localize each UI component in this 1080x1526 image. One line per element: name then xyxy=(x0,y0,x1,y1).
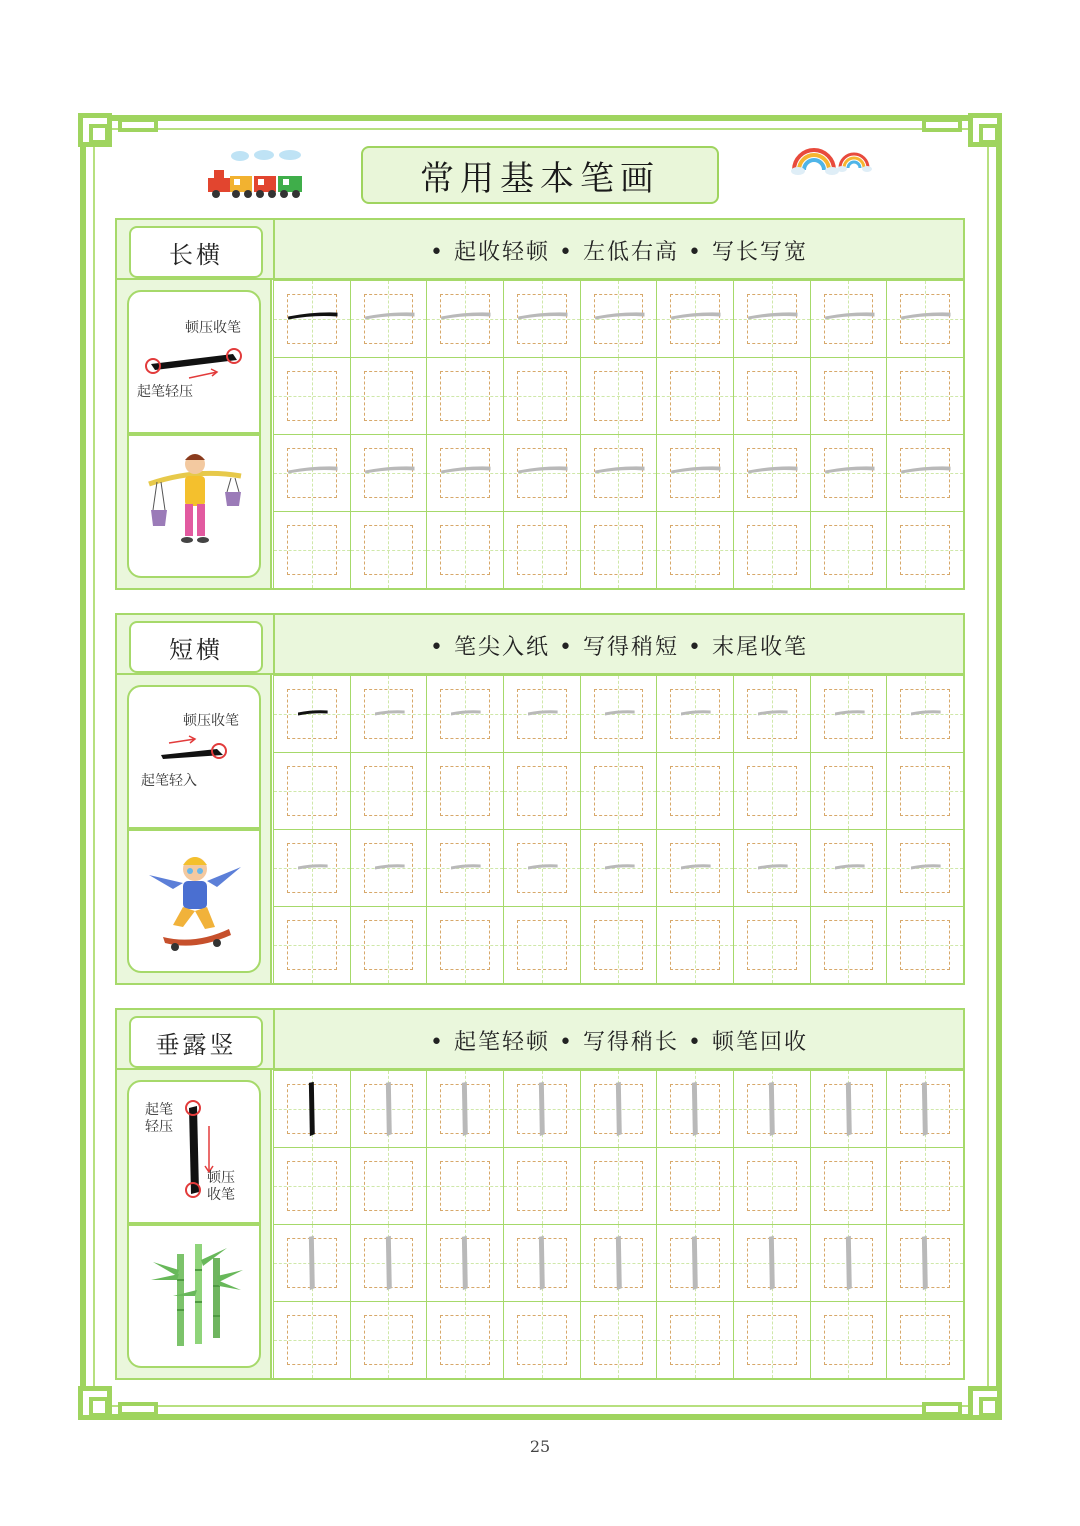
practice-cell[interactable] xyxy=(426,1301,504,1379)
practice-cell[interactable] xyxy=(886,511,964,589)
practice-cell[interactable] xyxy=(656,906,734,984)
stroke-tips: • 笔尖入纸 • 写得稍短 • 末尾收笔 xyxy=(273,615,963,675)
bamboo-illustration xyxy=(143,1240,247,1352)
practice-cell[interactable] xyxy=(656,1224,734,1302)
frame-notch-ornament xyxy=(118,118,158,132)
practice-cell[interactable] xyxy=(503,1224,581,1302)
stroke-guide-panel xyxy=(117,280,272,588)
trace-stroke xyxy=(274,830,350,906)
practice-cell[interactable] xyxy=(733,357,811,435)
trace-stroke xyxy=(351,1225,427,1301)
practice-cell[interactable] xyxy=(503,1070,581,1148)
stroke-label-box xyxy=(129,621,263,673)
stroke-note: 顿压 收笔 xyxy=(207,1170,235,1203)
trace-stroke xyxy=(734,281,810,357)
trace-stroke xyxy=(734,676,810,752)
practice-cell[interactable] xyxy=(426,434,504,512)
page-title: 常用基本笔画 xyxy=(420,158,660,199)
practice-cell[interactable] xyxy=(656,280,734,358)
trace-stroke xyxy=(657,435,733,511)
stroke-demo-card xyxy=(127,290,261,434)
practice-cell[interactable] xyxy=(503,280,581,358)
practice-cell[interactable] xyxy=(273,280,351,358)
practice-cell[interactable] xyxy=(886,280,964,358)
trace-stroke xyxy=(351,676,427,752)
trace-stroke xyxy=(734,1071,810,1147)
water-carrier-illustration xyxy=(143,450,247,562)
practice-cell[interactable] xyxy=(580,511,658,589)
practice-grid xyxy=(273,280,963,588)
trace-stroke xyxy=(811,1225,887,1301)
skateboarder-illustration xyxy=(143,845,247,957)
practice-cell[interactable] xyxy=(656,434,734,512)
practice-cell[interactable] xyxy=(733,1224,811,1302)
example-stroke xyxy=(274,281,350,357)
practice-cell[interactable] xyxy=(273,752,351,830)
practice-cell[interactable] xyxy=(273,675,351,753)
practice-grid xyxy=(273,675,963,983)
practice-cell[interactable] xyxy=(426,752,504,830)
frame-notch-ornament xyxy=(922,1402,962,1416)
practice-cell[interactable] xyxy=(503,906,581,984)
trace-stroke xyxy=(657,830,733,906)
practice-cell[interactable] xyxy=(656,829,734,907)
practice-cell[interactable] xyxy=(350,675,428,753)
trace-stroke xyxy=(504,830,580,906)
practice-cell[interactable] xyxy=(580,280,658,358)
practice-cell[interactable] xyxy=(656,752,734,830)
stroke-tips: • 起收轻顿 • 左低右高 • 写长写宽 xyxy=(273,220,963,280)
stroke-note: 起笔 轻压 xyxy=(145,1102,173,1135)
frame-notch-ornament xyxy=(922,118,962,132)
trace-stroke xyxy=(504,1071,580,1147)
practice-cell[interactable] xyxy=(656,675,734,753)
practice-cell[interactable] xyxy=(350,906,428,984)
trace-stroke xyxy=(504,435,580,511)
trace-stroke xyxy=(734,1225,810,1301)
trace-stroke xyxy=(581,830,657,906)
frame-notch-ornament xyxy=(118,1402,158,1416)
practice-cell[interactable] xyxy=(733,675,811,753)
stroke-section-long-horizontal xyxy=(115,218,965,590)
trace-stroke xyxy=(274,1225,350,1301)
practice-cell[interactable] xyxy=(886,1301,964,1379)
short-horizontal-demo-icon xyxy=(147,733,247,769)
practice-cell[interactable] xyxy=(503,434,581,512)
practice-cell[interactable] xyxy=(733,1301,811,1379)
practice-cell[interactable] xyxy=(580,675,658,753)
practice-cell[interactable] xyxy=(273,829,351,907)
practice-cell[interactable] xyxy=(273,357,351,435)
practice-cell[interactable] xyxy=(426,357,504,435)
trace-stroke xyxy=(351,1071,427,1147)
frame-corner-ornament xyxy=(78,113,112,147)
trace-stroke xyxy=(581,676,657,752)
stroke-guide-panel xyxy=(117,675,272,983)
practice-cell[interactable] xyxy=(886,1147,964,1225)
practice-cell[interactable] xyxy=(810,752,888,830)
practice-cell[interactable] xyxy=(426,675,504,753)
frame-corner-ornament xyxy=(78,1386,112,1420)
practice-cell[interactable] xyxy=(580,1301,658,1379)
practice-cell[interactable] xyxy=(810,1301,888,1379)
practice-cell[interactable] xyxy=(426,829,504,907)
trace-stroke xyxy=(351,830,427,906)
trace-stroke xyxy=(581,281,657,357)
practice-cell[interactable] xyxy=(350,1301,428,1379)
practice-cell[interactable] xyxy=(886,1224,964,1302)
trace-stroke xyxy=(427,1071,503,1147)
stroke-name: 垂露竖 xyxy=(155,1030,237,1059)
practice-cell[interactable] xyxy=(656,511,734,589)
trace-stroke xyxy=(504,676,580,752)
stroke-name: 短横 xyxy=(169,635,223,664)
trace-stroke xyxy=(427,435,503,511)
train-illustration xyxy=(206,148,312,200)
practice-cell[interactable] xyxy=(810,906,888,984)
practice-cell[interactable] xyxy=(273,1224,351,1302)
stroke-note: 顿压收笔 xyxy=(185,320,241,336)
trace-stroke xyxy=(427,676,503,752)
long-horizontal-demo-icon xyxy=(137,342,247,382)
practice-cell[interactable] xyxy=(733,829,811,907)
trace-stroke xyxy=(657,1071,733,1147)
practice-cell[interactable] xyxy=(886,357,964,435)
practice-cell[interactable] xyxy=(580,829,658,907)
trace-stroke xyxy=(657,1225,733,1301)
trace-stroke xyxy=(427,830,503,906)
practice-cell[interactable] xyxy=(350,1070,428,1148)
practice-cell[interactable] xyxy=(886,675,964,753)
practice-cell[interactable] xyxy=(426,1147,504,1225)
trace-stroke xyxy=(581,435,657,511)
section-header xyxy=(117,1010,963,1070)
trace-stroke xyxy=(351,435,427,511)
practice-cell[interactable] xyxy=(426,1224,504,1302)
stroke-demo-card xyxy=(127,1080,261,1224)
trace-stroke xyxy=(887,1225,963,1301)
stroke-note: 起笔轻压 xyxy=(137,384,193,400)
trace-stroke xyxy=(581,1225,657,1301)
stroke-demo-card xyxy=(127,685,261,829)
practice-cell[interactable] xyxy=(273,1147,351,1225)
practice-grid xyxy=(273,1070,963,1378)
example-stroke xyxy=(274,1071,350,1147)
stroke-note: 起笔轻入 xyxy=(141,773,197,789)
trace-stroke xyxy=(811,1071,887,1147)
practice-cell[interactable] xyxy=(580,1070,658,1148)
practice-cell[interactable] xyxy=(350,1224,428,1302)
practice-cell[interactable] xyxy=(273,511,351,589)
practice-cell[interactable] xyxy=(810,829,888,907)
practice-cell[interactable] xyxy=(426,906,504,984)
practice-cell[interactable] xyxy=(273,434,351,512)
trace-stroke xyxy=(504,1225,580,1301)
practice-cell[interactable] xyxy=(503,675,581,753)
practice-cell[interactable] xyxy=(503,752,581,830)
trace-stroke xyxy=(811,676,887,752)
trace-stroke xyxy=(427,281,503,357)
trace-stroke xyxy=(581,1071,657,1147)
practice-cell[interactable] xyxy=(810,357,888,435)
stroke-section-short-horizontal xyxy=(115,613,965,985)
frame-corner-ornament xyxy=(968,113,1002,147)
practice-cell[interactable] xyxy=(426,1070,504,1148)
trace-stroke xyxy=(887,435,963,511)
practice-cell[interactable] xyxy=(350,357,428,435)
trace-stroke xyxy=(657,676,733,752)
practice-cell[interactable] xyxy=(350,829,428,907)
trace-stroke xyxy=(734,435,810,511)
page-number: 25 xyxy=(529,1437,551,1456)
practice-cell[interactable] xyxy=(580,357,658,435)
practice-cell[interactable] xyxy=(350,752,428,830)
practice-cell[interactable] xyxy=(810,1224,888,1302)
trace-stroke xyxy=(504,281,580,357)
title-banner xyxy=(361,146,719,204)
illustration-card xyxy=(127,434,261,578)
practice-cell[interactable] xyxy=(886,434,964,512)
practice-cell[interactable] xyxy=(810,1070,888,1148)
practice-cell[interactable] xyxy=(426,280,504,358)
practice-cell[interactable] xyxy=(656,1147,734,1225)
practice-cell[interactable] xyxy=(580,1147,658,1225)
trace-stroke xyxy=(887,676,963,752)
trace-stroke xyxy=(274,435,350,511)
practice-cell[interactable] xyxy=(350,434,428,512)
stroke-label-box xyxy=(129,1016,263,1068)
practice-cell[interactable] xyxy=(886,829,964,907)
stroke-guide-panel xyxy=(117,1070,272,1378)
practice-cell[interactable] xyxy=(426,511,504,589)
trace-stroke xyxy=(887,1071,963,1147)
practice-cell[interactable] xyxy=(273,1301,351,1379)
practice-cell[interactable] xyxy=(503,511,581,589)
practice-cell[interactable] xyxy=(733,1147,811,1225)
practice-cell[interactable] xyxy=(580,1224,658,1302)
practice-cell[interactable] xyxy=(656,1301,734,1379)
practice-cell[interactable] xyxy=(886,752,964,830)
frame-corner-ornament xyxy=(968,1386,1002,1420)
practice-cell[interactable] xyxy=(886,1070,964,1148)
practice-cell[interactable] xyxy=(810,434,888,512)
trace-stroke xyxy=(811,435,887,511)
practice-cell[interactable] xyxy=(503,829,581,907)
trace-stroke xyxy=(887,281,963,357)
trace-stroke xyxy=(427,1225,503,1301)
trace-stroke xyxy=(734,830,810,906)
practice-cell[interactable] xyxy=(580,752,658,830)
practice-cell[interactable] xyxy=(886,906,964,984)
practice-cell[interactable] xyxy=(580,906,658,984)
illustration-card xyxy=(127,829,261,973)
practice-cell[interactable] xyxy=(350,511,428,589)
practice-cell[interactable] xyxy=(810,280,888,358)
practice-cell[interactable] xyxy=(733,752,811,830)
practice-cell[interactable] xyxy=(733,511,811,589)
trace-stroke xyxy=(887,830,963,906)
practice-cell[interactable] xyxy=(810,675,888,753)
stroke-tips: • 起笔轻顿 • 写得稍长 • 顿笔回收 xyxy=(273,1010,963,1070)
stroke-section-vertical xyxy=(115,1008,965,1380)
practice-cell[interactable] xyxy=(350,280,428,358)
practice-cell[interactable] xyxy=(733,434,811,512)
practice-cell[interactable] xyxy=(733,906,811,984)
trace-stroke xyxy=(351,281,427,357)
practice-cell[interactable] xyxy=(503,1147,581,1225)
stroke-name: 长横 xyxy=(169,240,223,269)
practice-cell[interactable] xyxy=(656,357,734,435)
practice-cell[interactable] xyxy=(733,280,811,358)
practice-cell[interactable] xyxy=(273,906,351,984)
practice-cell[interactable] xyxy=(810,511,888,589)
practice-cell[interactable] xyxy=(733,1070,811,1148)
trace-stroke xyxy=(657,281,733,357)
illustration-card xyxy=(127,1224,261,1368)
trace-stroke xyxy=(811,830,887,906)
practice-cell[interactable] xyxy=(656,1070,734,1148)
rainbow-illustration xyxy=(790,140,874,176)
practice-cell[interactable] xyxy=(810,1147,888,1225)
example-stroke xyxy=(274,676,350,752)
practice-cell[interactable] xyxy=(503,357,581,435)
stroke-note: 顿压收笔 xyxy=(183,713,239,729)
stroke-label-box xyxy=(129,226,263,278)
practice-cell[interactable] xyxy=(350,1147,428,1225)
trace-stroke xyxy=(811,281,887,357)
practice-cell[interactable] xyxy=(503,1301,581,1379)
practice-cell[interactable] xyxy=(580,434,658,512)
practice-cell[interactable] xyxy=(273,1070,351,1148)
section-header xyxy=(117,615,963,675)
section-header xyxy=(117,220,963,280)
